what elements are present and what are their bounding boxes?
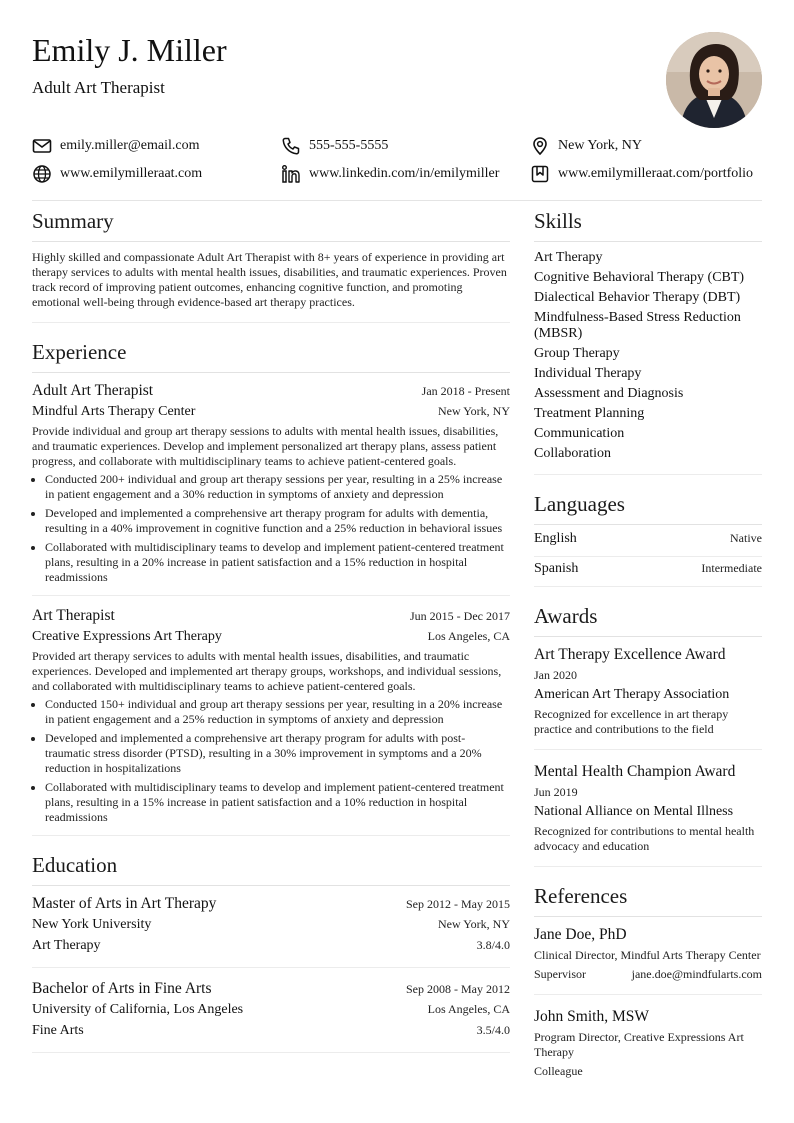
awards-heading: Awards [534,604,598,628]
skill-item: Dialectical Behavior Therapy (DBT) [534,290,741,305]
section-end-rule [534,474,762,475]
entry-divider [32,595,510,596]
location-text: New York, NY [558,138,643,153]
language-level: Intermediate [701,561,762,575]
language-name: Spanish [534,561,579,576]
degree: Bachelor of Arts in Fine Arts [32,980,212,997]
language-row [534,558,762,586]
skill-item: Communication [534,426,625,441]
section-rule [534,241,762,242]
section-rule [534,916,762,917]
contact-website[interactable] [32,162,202,186]
experience-item [32,381,510,585]
contact-email[interactable] [32,134,200,158]
reference-name: Jane Doe, PhD [534,926,627,943]
website-text: www.emilymilleraat.com [60,166,203,181]
job-bullet: • Conducted 200+ individual and group art therapy sessions per year, resulting in a 25% increase in patient engagement and a 30% reduction in symptoms of anxiety and depression [45,472,510,502]
job-org: Mindful Arts Therapy Center [32,404,196,419]
award-date: Jan 2020 [534,668,577,682]
language-level: Native [730,531,762,545]
skill-item: Collaboration [534,446,611,461]
header-divider [32,200,762,201]
language-name: English [534,531,577,546]
section-rule [32,241,510,242]
award-description: Recognized for excellence in art therapy practice and contributions to the field [534,707,729,736]
reference-item [534,1007,762,1079]
bookmark-icon [530,164,550,184]
section-rule [32,885,510,886]
reference-position: Clinical Director, Mindful Arts Therapy Center [534,948,761,962]
experience-section [32,339,510,836]
education-item [32,894,510,956]
school-location: Los Angeles, CA [427,1002,510,1016]
email-text: emily.miller@email.com [60,138,200,153]
award-org: National Alliance on Mental Illness [534,804,734,819]
gpa: 3.5/4.0 [476,1023,510,1037]
entry-divider [534,556,762,557]
languages-section [534,491,762,587]
section-rule [534,524,762,525]
side-column [534,208,762,1079]
job-bullet: • Collaborated with multidisciplinary teams to develop and implement patient-centered treatment plans, resulting in a 15% increase in patient satisfaction and a 10% reduction in hospital readmissions [45,780,510,825]
job-bullets [32,472,510,585]
education-section [32,852,510,1053]
reference-position: Program Director, Creative Expressions Art Therapy [534,1030,744,1059]
award-title: Mental Health Champion Award [534,763,736,780]
globe-icon [32,164,52,184]
job-description: Provided art therapy services to adults with mental health issues, disabilities, and traumatic experiences. Developed and implemented art therapy groups, workshops, and individual sessions, and collaborated with multidisciplinary teams to achieve patient-centered goals. [32,649,502,693]
reference-email[interactable]: jane.doe@mindfularts.com [631,967,762,981]
award-description: Recognized for contributions to mental health advocacy and education [534,824,755,853]
reference-details [534,967,762,982]
job-location: Los Angeles, CA [427,629,510,643]
candidate-title: Adult Art Therapist [32,78,165,97]
reference-name: John Smith, MSW [534,1008,649,1025]
profile-photo [666,32,762,128]
job-bullet: • Developed and implemented a comprehensive art therapy program for adults with post-traumatic stress disorder (PTSD), resulting in a 30% improvement in symptoms and a 20% reduction in hospitalizations [45,731,510,776]
contact-portfolio[interactable] [530,162,753,186]
phone-icon [281,136,301,156]
reference-relation: Colleague [534,1064,583,1078]
job-description: Provide individual and group art therapy sessions to adults with mental health issues, disabilities, and traumatic experiences. Develop and implement personalized art therapy plans, assess patient progress, and collaborate with multidisciplinary teams to achieve patient-centered goals. [32,424,499,468]
education-heading: Education [32,853,118,877]
job-role: Adult Art Therapist [32,382,154,399]
job-bullet: • Conducted 150+ individual and group art therapy sessions per year, resulting in a 20% increase in patient engagement and a 25% reduction in symptoms of anxiety and depression [45,697,510,727]
phone-text: 555-555-5555 [309,138,389,153]
awards-section [534,603,762,867]
section-end-rule [534,866,762,867]
language-row [534,528,762,556]
skill-item: Mindfulness-Based Stress Reduction (MBSR) [534,310,741,341]
job-dates: Jan 2018 - Present [421,384,510,398]
education-item [32,979,510,1041]
experience-item [32,606,510,825]
experience-heading: Experience [32,340,127,364]
field-of-study: Fine Arts [32,1023,84,1038]
linkedin-icon [281,164,301,184]
skill-item: Group Therapy [534,346,620,361]
skill-item: Treatment Planning [534,406,645,421]
entry-divider [534,749,762,750]
envelope-icon [32,136,52,156]
skills-section [534,208,762,475]
languages-heading: Languages [534,492,625,516]
contact-location [530,134,642,158]
field-of-study: Art Therapy [32,938,101,953]
award-org: American Art Therapy Association [534,687,730,702]
section-end-rule [32,1052,510,1053]
section-end-rule [32,835,510,836]
summary-text: Highly skilled and compassionate Adult Art Therapist with 8+ years of experience in providing art therapy services to adults with mental health issues, disabilities, and traumatic experiences. Proven track record of improving patient outcomes, enhancing cognitive function, and promoting emotional well-being through evidence-based art therapy practices. [32,250,507,309]
award-item [534,645,762,737]
skill-item: Individual Therapy [534,366,642,381]
references-heading: References [534,884,628,908]
degree: Master of Arts in Art Therapy [32,895,217,912]
skill-item: Cognitive Behavioral Therapy (CBT) [534,270,745,285]
job-bullet: • Developed and implemented a comprehensive art therapy program for adults with dementia, resulting in a 40% improvement in cognitive function and a 25% reduction in behavioral issues [45,506,510,536]
job-role: Art Therapist [32,607,115,624]
contact-phone[interactable] [281,134,388,158]
candidate-name: Emily J. Miller [32,32,227,68]
portfolio-text: www.emilymilleraat.com/portfolio [558,166,754,181]
entry-divider [32,967,510,968]
job-org: Creative Expressions Art Therapy [32,629,222,644]
section-end-rule [32,322,510,323]
entry-divider [534,994,762,995]
education-dates: Sep 2012 - May 2015 [406,897,510,911]
award-item [534,762,762,854]
resume-header [32,30,762,130]
skill-item: Assessment and Diagnosis [534,386,684,401]
job-bullet: • Collaborated with multidisciplinary teams to develop and implement patient-centered treatment plans, resulting in a 20% increase in patient satisfaction and a 15% reduction in hospital readmissions [45,540,510,585]
award-title: Art Therapy Excellence Award [534,646,726,663]
references-section [534,883,762,1079]
job-bullets [32,697,510,825]
award-date: Jun 2019 [534,785,578,799]
skill-item: Art Therapy [534,250,603,265]
linkedin-text: www.linkedin.com/in/emilymiller [309,166,500,181]
section-rule [32,372,510,373]
job-location: New York, NY [437,404,510,418]
contact-linkedin[interactable] [281,162,499,186]
main-column [32,208,510,1053]
section-end-rule [534,586,762,587]
summary-heading: Summary [32,209,114,233]
school: University of California, Los Angeles [32,1002,244,1017]
school: New York University [32,917,152,932]
education-dates: Sep 2008 - May 2012 [406,982,510,996]
reference-item [534,925,762,982]
reference-details [534,1064,762,1079]
map-pin-icon [530,136,550,156]
summary-section [32,208,510,323]
gpa: 3.8/4.0 [476,938,510,952]
skills-heading: Skills [534,209,582,233]
section-rule [534,636,762,637]
reference-relation: Supervisor [534,967,586,981]
job-dates: Jun 2015 - Dec 2017 [410,609,510,623]
school-location: New York, NY [437,917,510,931]
